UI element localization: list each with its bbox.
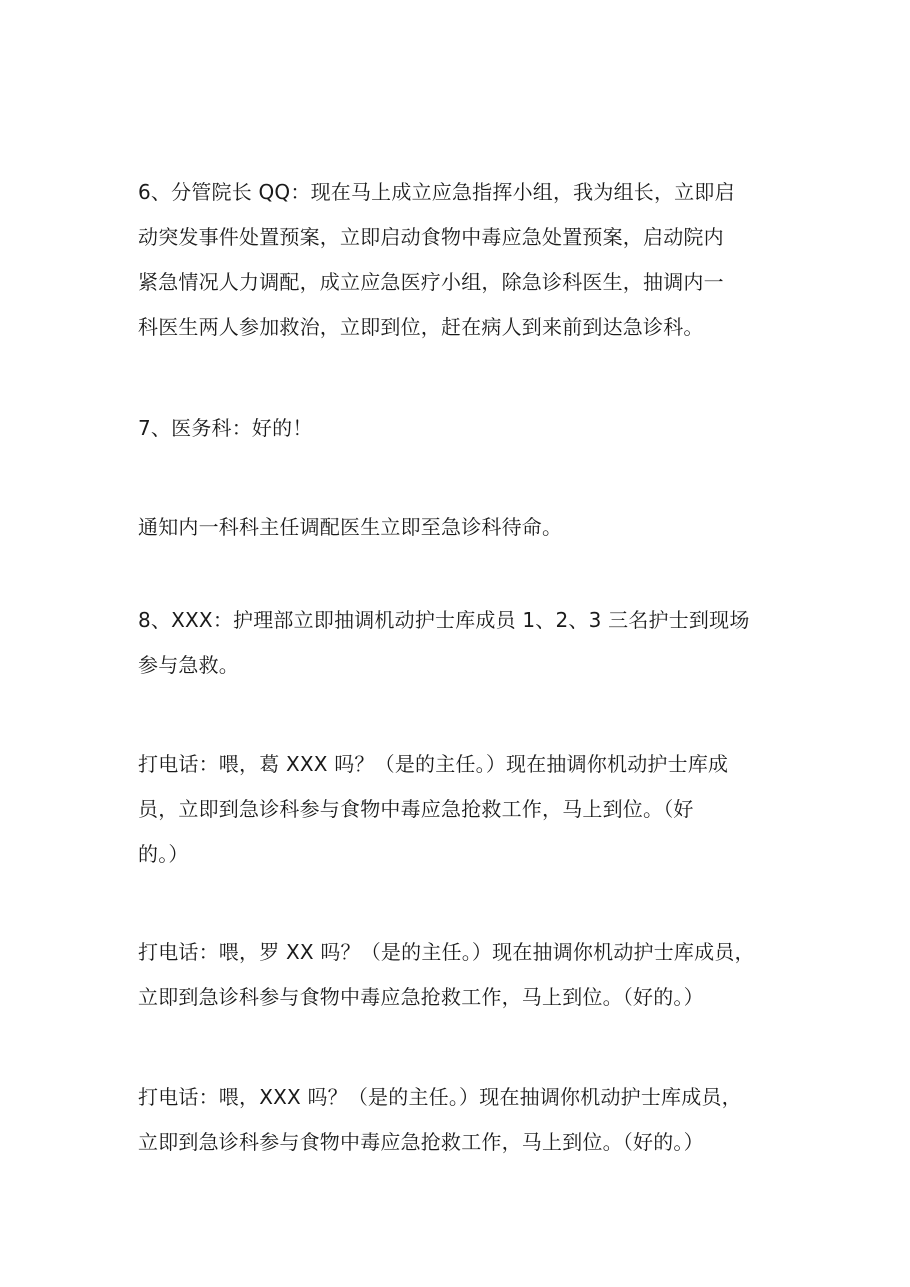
paragraph-call-luo bbox=[138, 930, 788, 1020]
text-line: 立即到急诊科参与食物中毒应急抢救工作，马上到位。（好的。） bbox=[138, 985, 704, 1009]
text-line: 的。） bbox=[138, 842, 189, 866]
text-line: 7、医务科：好的！ bbox=[138, 416, 313, 440]
text-line: 动突发事件处置预案，立即启动食物中毒应急处置预案，启动院内 bbox=[138, 225, 724, 249]
text-line: 8、XXX：护理部立即抽调机动护士库成员 1、2、3 三名护士到现场 bbox=[138, 608, 750, 632]
text-line: 6、分管院长 QQ：现在马上成立应急指挥小组，我为组长，立即启 bbox=[138, 180, 735, 204]
paragraph-6-vice-president bbox=[138, 170, 788, 350]
paragraph-notify-department bbox=[138, 505, 788, 550]
paragraph-7-medical-affairs bbox=[138, 406, 788, 451]
paragraph-8-nursing-dept bbox=[138, 598, 788, 688]
paragraph-call-xxx bbox=[138, 1075, 788, 1165]
text-line: 紧急情况人力调配，成立应急医疗小组，除急诊科医生，抽调内一 bbox=[138, 270, 724, 294]
text-line: 科医生两人参加救治，立即到位，赶在病人到来前到达急诊科。 bbox=[138, 315, 704, 339]
text-line: 打电话：喂，XXX 吗？（是的主任。）现在抽调你机动护士库成员， bbox=[138, 1085, 742, 1109]
paragraph-call-ge bbox=[138, 742, 788, 877]
text-line: 立即到急诊科参与食物中毒应急抢救工作，马上到位。（好的。） bbox=[138, 1130, 704, 1154]
text-line: 员，立即到急诊科参与食物中毒应急抢救工作，马上到位。（好 bbox=[138, 797, 694, 821]
text-line: 通知内一科科主任调配医生立即至急诊科待命。 bbox=[138, 515, 563, 539]
text-line: 打电话：喂，罗 XX 吗？（是的主任。）现在抽调你机动护士库成员， bbox=[138, 940, 755, 964]
text-line: 参与急救。 bbox=[138, 653, 239, 677]
text-line: 打电话：喂，葛 XXX 吗？（是的主任。）现在抽调你机动护士库成 bbox=[138, 752, 729, 776]
